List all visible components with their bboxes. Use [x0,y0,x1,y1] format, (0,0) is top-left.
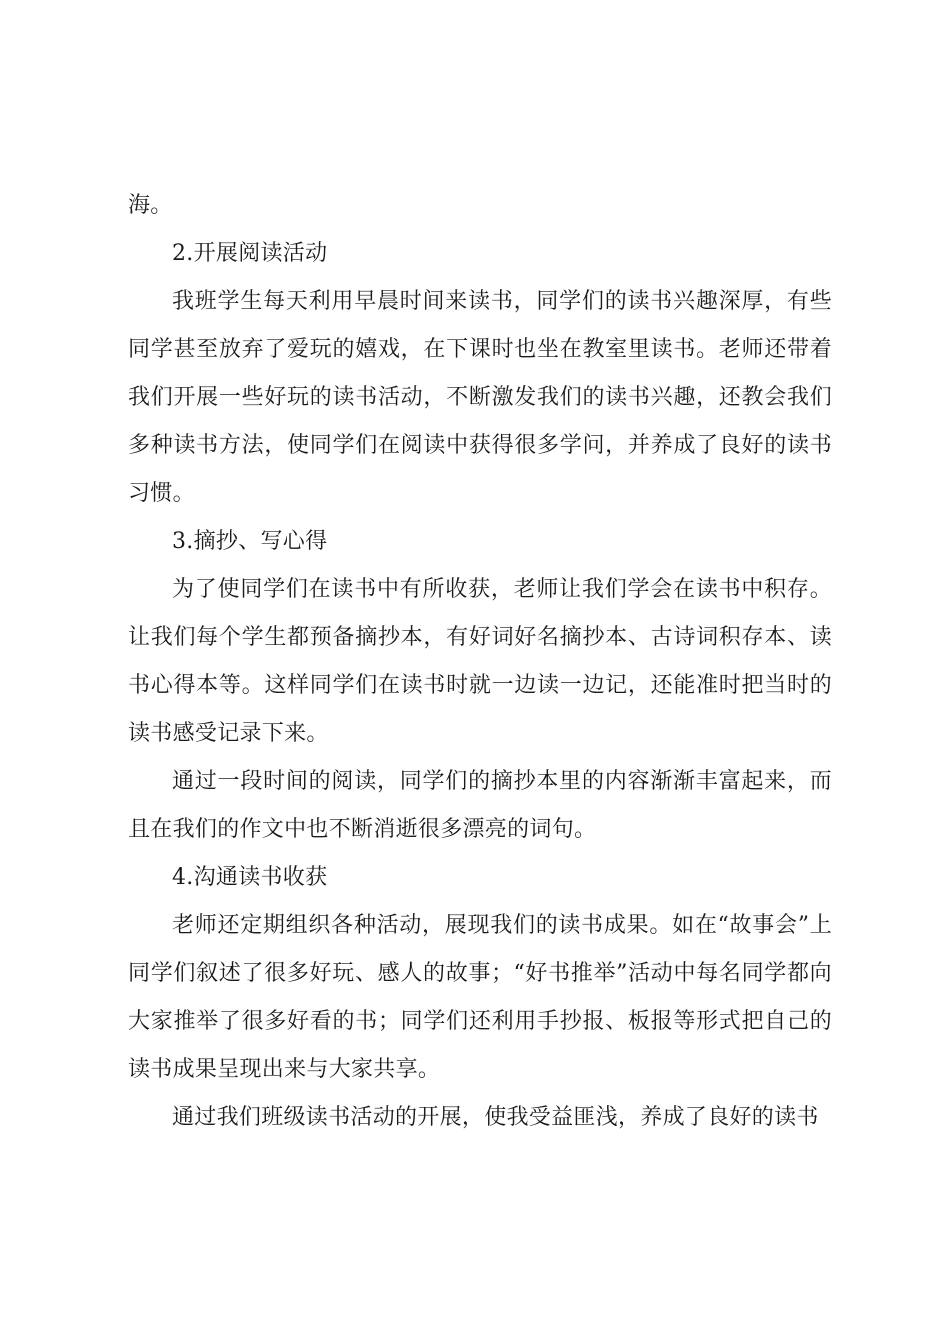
paragraph-reading-activities: 我班学生每天利用早晨时间来读书，同学们的读书兴趣深厚，有些同学甚至放弃了爱玩的嬉戏，在下课时也坐在教室里读书。老师还带着我们开展一些好玩的读书活动，不断激发我们的读书兴趣，还教会我们多种读书方法，使同学们在阅读中获得很多学问，并养成了良好的读书习惯。 [128,289,832,506]
paragraph-excerpt-notes: 为了使同学们在读书中有所收获，老师让我们学会在读书中积存。让我们每个学生都预备摘抄本，有好词好名摘抄本、古诗词积存本、读书心得本等。这样同学们在读书时就一边读一边记，还能准时把当时的读书感受记录下来。 [128,577,832,746]
section-heading-4: 4.沟通读书收获 [172,865,328,890]
section-heading-2: 2.开展阅读活动 [172,241,328,266]
document-body [128,182,832,1142]
paragraph-conclusion: 通过我们班级读书活动的开展，使我受益匪浅，养成了良好的读书 [172,1105,819,1130]
paragraph-excerpt-results: 通过一段时间的阅读，同学们的摘抄本里的内容渐渐丰富起来，而且在我们的作文中也不断消逝很多漂亮的词句。 [128,769,832,842]
section-heading-3: 3.摘抄、写心得 [172,529,328,554]
paragraph-continuation: 海。 [128,193,173,218]
paragraph-sharing-results: 老师还定期组织各种活动，展现我们的读书成果。如在“故事会”上同学们叙述了很多好玩、感人的故事；“好书推举”活动中每名同学都向大家推举了很多好看的书；同学们还利用手抄报、板报等形式把自己的读书成果呈现出来与大家共享。 [128,913,832,1082]
